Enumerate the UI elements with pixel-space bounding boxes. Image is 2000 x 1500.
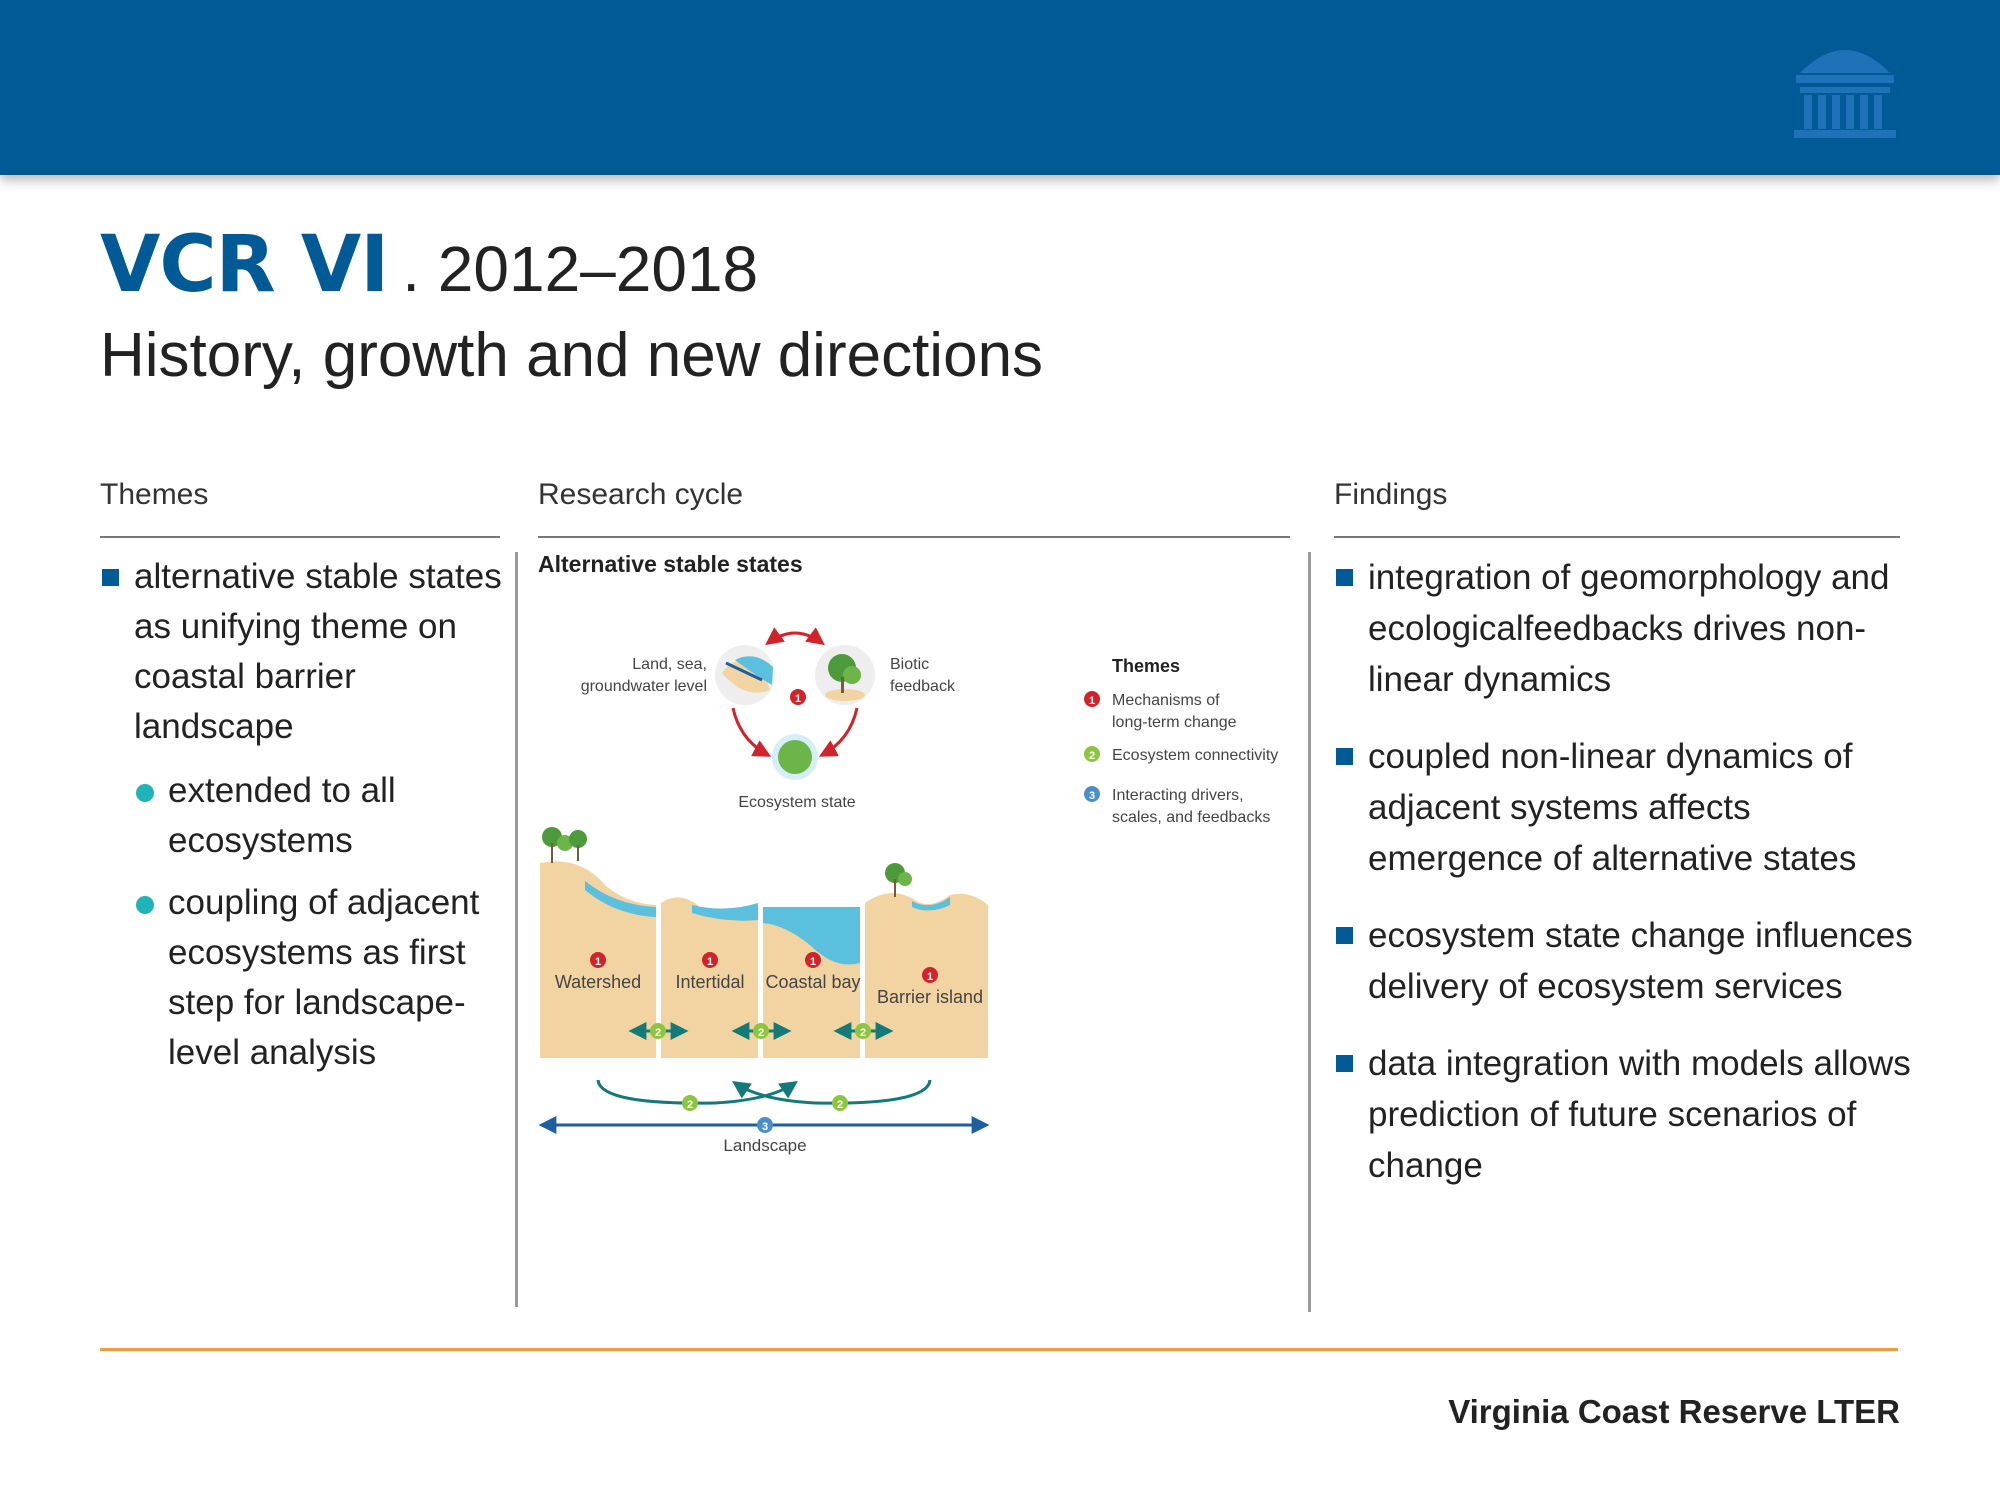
legend-item-3a: Interacting drivers, bbox=[1112, 787, 1244, 804]
dot-bullet-icon bbox=[136, 896, 154, 914]
feedback-label: feedback bbox=[890, 678, 955, 695]
square-bullet-icon bbox=[102, 569, 119, 586]
square-bullet-icon bbox=[1336, 569, 1353, 586]
biotic-label: Biotic bbox=[890, 656, 930, 673]
marker-number: 1 bbox=[1088, 695, 1096, 707]
findings-list bbox=[1334, 552, 1914, 1217]
square-bullet-icon bbox=[1336, 1055, 1353, 1072]
marker-number: 1 bbox=[706, 956, 714, 968]
marker-number: 2 bbox=[686, 1099, 694, 1111]
diagram-title: Alternative stable states bbox=[538, 551, 803, 577]
theme-sub-item bbox=[100, 766, 510, 866]
legend-item-2: Ecosystem connectivity bbox=[1112, 747, 1279, 764]
themes-legend bbox=[1084, 656, 1278, 826]
theme-sub-item bbox=[100, 878, 510, 1078]
page-subtitle: History, growth and new directions bbox=[100, 321, 1044, 390]
title-years: . 2012–2018 bbox=[402, 233, 759, 305]
legend-item-1a: Mechanisms of bbox=[1112, 692, 1220, 709]
marker-number: 2 bbox=[859, 1027, 867, 1039]
footer-organization: Virginia Coast Reserve LTER bbox=[1448, 1393, 1900, 1430]
divider-left bbox=[515, 552, 518, 1307]
themes-list bbox=[100, 552, 510, 1078]
marker-number: 1 bbox=[809, 956, 817, 968]
marker-number: 1 bbox=[794, 693, 802, 705]
rotunda-icon bbox=[1790, 35, 1900, 140]
themes-heading: Themes bbox=[100, 478, 209, 511]
finding-item bbox=[1334, 731, 1914, 884]
theme-item bbox=[100, 552, 510, 752]
footer-rule bbox=[100, 1348, 1898, 1351]
panel-label-intertidal: Intertidal bbox=[675, 972, 745, 992]
theme-text: alternative stable states as unifying theme on coastal barrier landscape bbox=[134, 557, 502, 746]
ecosystem-state-label: Ecosystem state bbox=[738, 794, 856, 811]
findings-heading: Findings bbox=[1334, 478, 1448, 511]
finding-text: data integration with models allows prediction of future scenarios of change bbox=[1368, 1044, 1911, 1185]
groundwater-label: groundwater level bbox=[580, 678, 707, 695]
finding-text: integration of geomorphology and ecologicalfeedbacks drives non-linear dynamics bbox=[1368, 558, 1890, 699]
dot-bullet-icon bbox=[136, 784, 154, 802]
square-bullet-icon bbox=[1336, 748, 1353, 765]
legend-item-3b: scales, and feedbacks bbox=[1112, 809, 1271, 826]
title-main: VCR VI bbox=[100, 220, 389, 310]
header-bar bbox=[0, 0, 2000, 175]
finding-text: coupled non-linear dynamics of adjacent systems affects emergence of alternative states bbox=[1368, 737, 1857, 878]
themes-rule bbox=[100, 536, 500, 538]
finding-item bbox=[1334, 1038, 1914, 1191]
marker-number: 3 bbox=[1088, 790, 1096, 802]
finding-item bbox=[1334, 910, 1914, 1012]
finding-text: ecosystem state change influences delivery of ecosystem services bbox=[1368, 916, 1913, 1006]
landscape-label: Landscape bbox=[723, 1136, 807, 1155]
legend-item-1b: long-term change bbox=[1112, 714, 1237, 731]
marker-number: 2 bbox=[757, 1027, 765, 1039]
page-title bbox=[100, 220, 758, 310]
panel-label-coastal-bay: Coastal bay bbox=[765, 972, 861, 992]
findings-rule bbox=[1334, 536, 1900, 538]
theme-sub-text: coupling of adjacent ecosystems as first step for landscape-level analysis bbox=[168, 883, 480, 1072]
land-sea-label: Land, sea, bbox=[632, 656, 707, 673]
marker-number: 3 bbox=[761, 1121, 769, 1133]
research-cycle-diagram bbox=[530, 545, 1300, 1165]
research-heading: Research cycle bbox=[538, 478, 744, 511]
square-bullet-icon bbox=[1336, 927, 1353, 944]
finding-item bbox=[1334, 552, 1914, 705]
marker-number: 1 bbox=[594, 956, 602, 968]
panel-label-barrier-island: Barrier island bbox=[876, 987, 984, 1007]
cycle-graphic bbox=[715, 633, 875, 780]
marker-number: 2 bbox=[654, 1027, 662, 1039]
theme-sub-text: extended to all ecosystems bbox=[168, 771, 396, 860]
landscape-panels bbox=[540, 827, 988, 1058]
legend-title: Themes bbox=[1112, 656, 1181, 676]
marker-number: 2 bbox=[836, 1099, 844, 1111]
panel-label-watershed: Watershed bbox=[554, 972, 642, 992]
marker-number: 1 bbox=[926, 971, 934, 983]
marker-number: 2 bbox=[1088, 750, 1096, 762]
research-rule bbox=[538, 536, 1290, 538]
divider-right bbox=[1308, 552, 1311, 1312]
